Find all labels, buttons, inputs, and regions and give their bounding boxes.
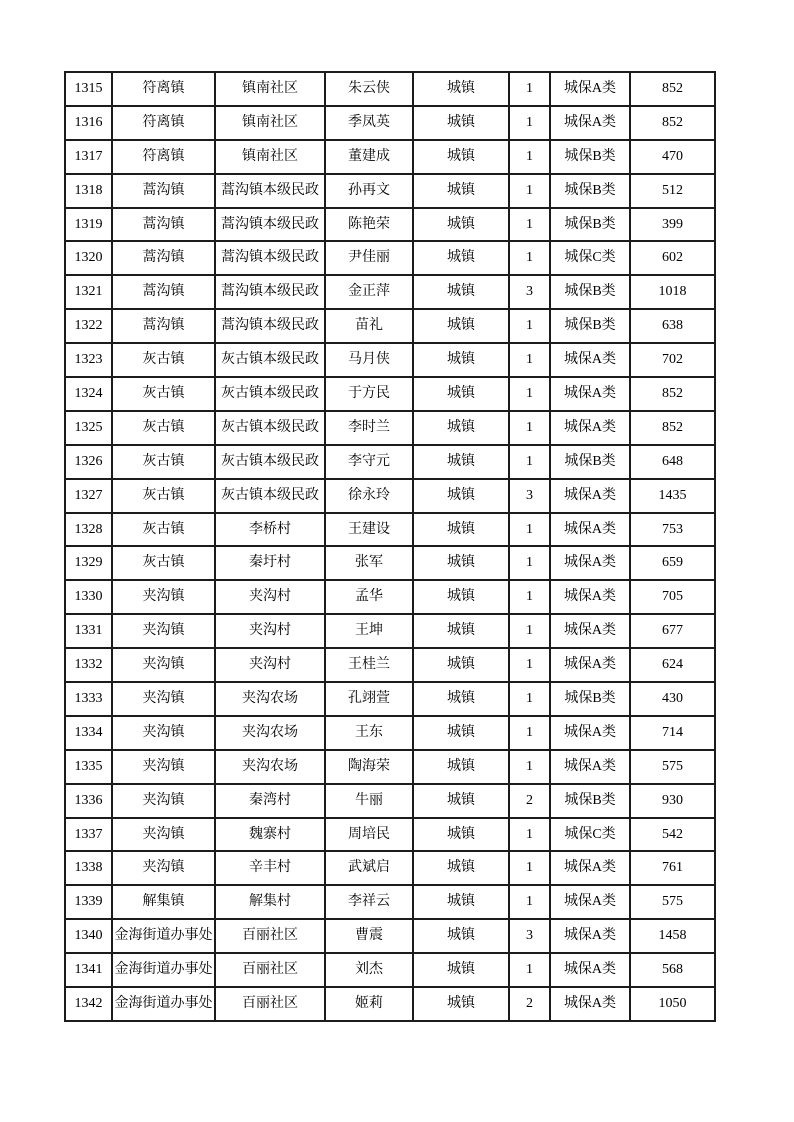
cell-person-count: 1 [509, 208, 550, 242]
cell-funding-unit: 蒿沟镇本级民政 [215, 208, 325, 242]
cell-amount: 638 [630, 309, 715, 343]
table-row [65, 479, 715, 513]
cell-town: 蒿沟镇 [112, 241, 215, 275]
cell-person-count: 1 [509, 445, 550, 479]
cell-town: 符离镇 [112, 106, 215, 140]
cell-hukou-type: 城镇 [413, 851, 509, 885]
cell-amount: 677 [630, 614, 715, 648]
cell-serial-no: 1330 [65, 580, 112, 614]
cell-hukou-type: 城镇 [413, 445, 509, 479]
cell-funding-unit: 秦湾村 [215, 784, 325, 818]
cell-person-name: 陶海荣 [325, 750, 413, 784]
table-row [65, 885, 715, 919]
cell-hukou-type: 城镇 [413, 614, 509, 648]
cell-hukou-type: 城镇 [413, 682, 509, 716]
cell-person-count: 1 [509, 851, 550, 885]
cell-town: 灰古镇 [112, 445, 215, 479]
table-row [65, 716, 715, 750]
cell-serial-no: 1317 [65, 140, 112, 174]
cell-person-name: 王坤 [325, 614, 413, 648]
cell-town: 夹沟镇 [112, 716, 215, 750]
cell-funding-unit: 镇南社区 [215, 72, 325, 106]
table-row [65, 750, 715, 784]
cell-town: 符离镇 [112, 140, 215, 174]
cell-hukou-type: 城镇 [413, 377, 509, 411]
cell-person-count: 1 [509, 648, 550, 682]
cell-funding-unit: 蒿沟镇本级民政 [215, 309, 325, 343]
cell-person-name: 李守元 [325, 445, 413, 479]
cell-funding-unit: 夹沟村 [215, 648, 325, 682]
cell-hukou-type: 城镇 [413, 513, 509, 547]
cell-person-name: 孟华 [325, 580, 413, 614]
table-row [65, 241, 715, 275]
cell-benefit-category: 城保B类 [550, 275, 630, 309]
cell-benefit-category: 城保B类 [550, 208, 630, 242]
cell-amount: 542 [630, 818, 715, 852]
table-row [65, 818, 715, 852]
cell-amount: 714 [630, 716, 715, 750]
cell-person-name: 武斌启 [325, 851, 413, 885]
cell-funding-unit: 灰古镇本级民政 [215, 377, 325, 411]
cell-serial-no: 1338 [65, 851, 112, 885]
table-row [65, 919, 715, 953]
cell-serial-no: 1315 [65, 72, 112, 106]
cell-amount: 761 [630, 851, 715, 885]
cell-amount: 1018 [630, 275, 715, 309]
cell-serial-no: 1320 [65, 241, 112, 275]
cell-benefit-category: 城保A类 [550, 411, 630, 445]
cell-funding-unit: 李桥村 [215, 513, 325, 547]
table-row [65, 784, 715, 818]
welfare-payment-table [64, 71, 716, 1022]
table-row [65, 513, 715, 547]
cell-funding-unit: 蒿沟镇本级民政 [215, 174, 325, 208]
cell-hukou-type: 城镇 [413, 885, 509, 919]
cell-benefit-category: 城保A类 [550, 716, 630, 750]
cell-funding-unit: 辛丰村 [215, 851, 325, 885]
cell-benefit-category: 城保B类 [550, 784, 630, 818]
table-row [65, 648, 715, 682]
cell-person-count: 1 [509, 174, 550, 208]
cell-person-count: 1 [509, 953, 550, 987]
cell-town: 灰古镇 [112, 411, 215, 445]
cell-serial-no: 1333 [65, 682, 112, 716]
cell-serial-no: 1331 [65, 614, 112, 648]
cell-person-count: 3 [509, 275, 550, 309]
cell-benefit-category: 城保A类 [550, 106, 630, 140]
cell-funding-unit: 夹沟村 [215, 580, 325, 614]
table-row [65, 987, 715, 1021]
table-row [65, 174, 715, 208]
cell-amount: 602 [630, 241, 715, 275]
cell-amount: 852 [630, 411, 715, 445]
cell-person-count: 1 [509, 241, 550, 275]
cell-town: 夹沟镇 [112, 682, 215, 716]
cell-person-count: 1 [509, 106, 550, 140]
cell-town: 灰古镇 [112, 513, 215, 547]
cell-town: 夹沟镇 [112, 818, 215, 852]
cell-amount: 1050 [630, 987, 715, 1021]
cell-benefit-category: 城保A类 [550, 648, 630, 682]
cell-benefit-category: 城保C类 [550, 818, 630, 852]
cell-person-name: 孙再文 [325, 174, 413, 208]
cell-hukou-type: 城镇 [413, 208, 509, 242]
cell-person-name: 尹佳丽 [325, 241, 413, 275]
cell-funding-unit: 灰古镇本级民政 [215, 479, 325, 513]
table-row [65, 851, 715, 885]
cell-town: 蒿沟镇 [112, 174, 215, 208]
cell-person-name: 马月侠 [325, 343, 413, 377]
cell-benefit-category: 城保C类 [550, 241, 630, 275]
cell-serial-no: 1327 [65, 479, 112, 513]
cell-benefit-category: 城保A类 [550, 377, 630, 411]
cell-amount: 1458 [630, 919, 715, 953]
cell-town: 灰古镇 [112, 479, 215, 513]
table-row [65, 208, 715, 242]
cell-benefit-category: 城保A类 [550, 614, 630, 648]
cell-serial-no: 1326 [65, 445, 112, 479]
table-row [65, 445, 715, 479]
cell-hukou-type: 城镇 [413, 72, 509, 106]
cell-benefit-category: 城保A类 [550, 851, 630, 885]
cell-serial-no: 1322 [65, 309, 112, 343]
cell-benefit-category: 城保A类 [550, 953, 630, 987]
cell-person-count: 1 [509, 309, 550, 343]
cell-funding-unit: 夹沟农场 [215, 750, 325, 784]
cell-hukou-type: 城镇 [413, 275, 509, 309]
cell-funding-unit: 镇南社区 [215, 140, 325, 174]
cell-person-name: 刘杰 [325, 953, 413, 987]
cell-funding-unit: 秦圩村 [215, 546, 325, 580]
table-row [65, 72, 715, 106]
cell-hukou-type: 城镇 [413, 818, 509, 852]
cell-person-count: 1 [509, 546, 550, 580]
cell-person-name: 王东 [325, 716, 413, 750]
cell-serial-no: 1321 [65, 275, 112, 309]
cell-person-name: 王桂兰 [325, 648, 413, 682]
cell-benefit-category: 城保B类 [550, 309, 630, 343]
cell-serial-no: 1319 [65, 208, 112, 242]
cell-hukou-type: 城镇 [413, 987, 509, 1021]
cell-town: 金海街道办事处 [112, 953, 215, 987]
cell-person-count: 1 [509, 682, 550, 716]
cell-hukou-type: 城镇 [413, 479, 509, 513]
cell-person-count: 3 [509, 919, 550, 953]
cell-serial-no: 1339 [65, 885, 112, 919]
cell-funding-unit: 百丽社区 [215, 919, 325, 953]
cell-amount: 1435 [630, 479, 715, 513]
cell-serial-no: 1334 [65, 716, 112, 750]
cell-hukou-type: 城镇 [413, 750, 509, 784]
cell-benefit-category: 城保A类 [550, 750, 630, 784]
cell-hukou-type: 城镇 [413, 648, 509, 682]
cell-town: 符离镇 [112, 72, 215, 106]
cell-benefit-category: 城保A类 [550, 919, 630, 953]
cell-amount: 705 [630, 580, 715, 614]
cell-person-name: 徐永玲 [325, 479, 413, 513]
cell-benefit-category: 城保B类 [550, 445, 630, 479]
cell-town: 夹沟镇 [112, 648, 215, 682]
cell-person-count: 3 [509, 479, 550, 513]
cell-person-name: 董建成 [325, 140, 413, 174]
cell-funding-unit: 灰古镇本级民政 [215, 445, 325, 479]
table-row [65, 309, 715, 343]
cell-amount: 648 [630, 445, 715, 479]
cell-amount: 702 [630, 343, 715, 377]
cell-person-name: 于方民 [325, 377, 413, 411]
table-body [65, 72, 715, 1021]
cell-funding-unit: 夹沟农场 [215, 682, 325, 716]
cell-hukou-type: 城镇 [413, 716, 509, 750]
cell-person-count: 1 [509, 580, 550, 614]
cell-person-name: 李祥云 [325, 885, 413, 919]
cell-amount: 659 [630, 546, 715, 580]
table-row [65, 953, 715, 987]
cell-person-name: 王建设 [325, 513, 413, 547]
cell-town: 蒿沟镇 [112, 208, 215, 242]
cell-funding-unit: 蒿沟镇本级民政 [215, 241, 325, 275]
cell-funding-unit: 镇南社区 [215, 106, 325, 140]
cell-benefit-category: 城保A类 [550, 580, 630, 614]
cell-person-name: 金正萍 [325, 275, 413, 309]
cell-hukou-type: 城镇 [413, 106, 509, 140]
cell-serial-no: 1340 [65, 919, 112, 953]
cell-person-name: 曹震 [325, 919, 413, 953]
cell-town: 解集镇 [112, 885, 215, 919]
cell-benefit-category: 城保B类 [550, 682, 630, 716]
cell-hukou-type: 城镇 [413, 241, 509, 275]
cell-hukou-type: 城镇 [413, 343, 509, 377]
cell-serial-no: 1324 [65, 377, 112, 411]
cell-person-count: 2 [509, 987, 550, 1021]
table-row [65, 343, 715, 377]
cell-person-name: 牛丽 [325, 784, 413, 818]
table-row [65, 377, 715, 411]
cell-person-count: 1 [509, 377, 550, 411]
cell-town: 灰古镇 [112, 546, 215, 580]
cell-person-name: 李时兰 [325, 411, 413, 445]
cell-funding-unit: 蒿沟镇本级民政 [215, 275, 325, 309]
cell-person-count: 1 [509, 411, 550, 445]
cell-person-name: 朱云侠 [325, 72, 413, 106]
cell-person-count: 1 [509, 140, 550, 174]
cell-hukou-type: 城镇 [413, 411, 509, 445]
cell-serial-no: 1336 [65, 784, 112, 818]
cell-town: 夹沟镇 [112, 580, 215, 614]
cell-benefit-category: 城保A类 [550, 546, 630, 580]
cell-hukou-type: 城镇 [413, 309, 509, 343]
cell-benefit-category: 城保B类 [550, 174, 630, 208]
cell-amount: 430 [630, 682, 715, 716]
cell-town: 灰古镇 [112, 377, 215, 411]
cell-hukou-type: 城镇 [413, 546, 509, 580]
cell-serial-no: 1318 [65, 174, 112, 208]
table-row [65, 682, 715, 716]
cell-funding-unit: 解集村 [215, 885, 325, 919]
cell-person-count: 1 [509, 72, 550, 106]
cell-serial-no: 1325 [65, 411, 112, 445]
cell-funding-unit: 百丽社区 [215, 987, 325, 1021]
table-row [65, 140, 715, 174]
cell-benefit-category: 城保A类 [550, 987, 630, 1021]
cell-serial-no: 1328 [65, 513, 112, 547]
cell-person-name: 姬莉 [325, 987, 413, 1021]
cell-amount: 568 [630, 953, 715, 987]
cell-benefit-category: 城保A类 [550, 479, 630, 513]
cell-funding-unit: 夹沟村 [215, 614, 325, 648]
cell-town: 金海街道办事处 [112, 919, 215, 953]
cell-benefit-category: 城保B类 [550, 140, 630, 174]
cell-amount: 624 [630, 648, 715, 682]
cell-serial-no: 1335 [65, 750, 112, 784]
cell-town: 蒿沟镇 [112, 309, 215, 343]
cell-benefit-category: 城保A类 [550, 885, 630, 919]
cell-funding-unit: 灰古镇本级民政 [215, 343, 325, 377]
table-row [65, 580, 715, 614]
cell-amount: 575 [630, 750, 715, 784]
cell-person-name: 苗礼 [325, 309, 413, 343]
cell-amount: 852 [630, 72, 715, 106]
cell-amount: 852 [630, 106, 715, 140]
cell-person-count: 1 [509, 716, 550, 750]
cell-serial-no: 1329 [65, 546, 112, 580]
cell-hukou-type: 城镇 [413, 919, 509, 953]
cell-person-name: 周培民 [325, 818, 413, 852]
cell-town: 夹沟镇 [112, 784, 215, 818]
cell-amount: 930 [630, 784, 715, 818]
cell-hukou-type: 城镇 [413, 174, 509, 208]
cell-person-name: 陈艳荣 [325, 208, 413, 242]
cell-amount: 852 [630, 377, 715, 411]
cell-hukou-type: 城镇 [413, 784, 509, 818]
cell-funding-unit: 夹沟农场 [215, 716, 325, 750]
cell-town: 夹沟镇 [112, 614, 215, 648]
cell-town: 金海街道办事处 [112, 987, 215, 1021]
cell-town: 夹沟镇 [112, 750, 215, 784]
cell-serial-no: 1337 [65, 818, 112, 852]
table-row [65, 275, 715, 309]
cell-person-count: 1 [509, 614, 550, 648]
cell-person-name: 张军 [325, 546, 413, 580]
cell-person-count: 1 [509, 513, 550, 547]
cell-amount: 399 [630, 208, 715, 242]
table-row [65, 106, 715, 140]
table-row [65, 614, 715, 648]
cell-funding-unit: 魏寨村 [215, 818, 325, 852]
cell-person-count: 1 [509, 750, 550, 784]
cell-serial-no: 1316 [65, 106, 112, 140]
cell-hukou-type: 城镇 [413, 580, 509, 614]
cell-amount: 753 [630, 513, 715, 547]
cell-benefit-category: 城保A类 [550, 513, 630, 547]
cell-town: 蒿沟镇 [112, 275, 215, 309]
table-row [65, 411, 715, 445]
cell-benefit-category: 城保A类 [550, 72, 630, 106]
cell-serial-no: 1341 [65, 953, 112, 987]
cell-town: 灰古镇 [112, 343, 215, 377]
cell-amount: 470 [630, 140, 715, 174]
cell-amount: 512 [630, 174, 715, 208]
cell-benefit-category: 城保A类 [550, 343, 630, 377]
cell-hukou-type: 城镇 [413, 953, 509, 987]
cell-amount: 575 [630, 885, 715, 919]
cell-serial-no: 1332 [65, 648, 112, 682]
cell-person-count: 2 [509, 784, 550, 818]
cell-serial-no: 1323 [65, 343, 112, 377]
cell-person-count: 1 [509, 343, 550, 377]
cell-person-count: 1 [509, 885, 550, 919]
table-row [65, 546, 715, 580]
cell-person-name: 季凤英 [325, 106, 413, 140]
cell-town: 夹沟镇 [112, 851, 215, 885]
cell-serial-no: 1342 [65, 987, 112, 1021]
cell-hukou-type: 城镇 [413, 140, 509, 174]
cell-funding-unit: 百丽社区 [215, 953, 325, 987]
cell-funding-unit: 灰古镇本级民政 [215, 411, 325, 445]
cell-person-name: 孔翊萱 [325, 682, 413, 716]
cell-person-count: 1 [509, 818, 550, 852]
